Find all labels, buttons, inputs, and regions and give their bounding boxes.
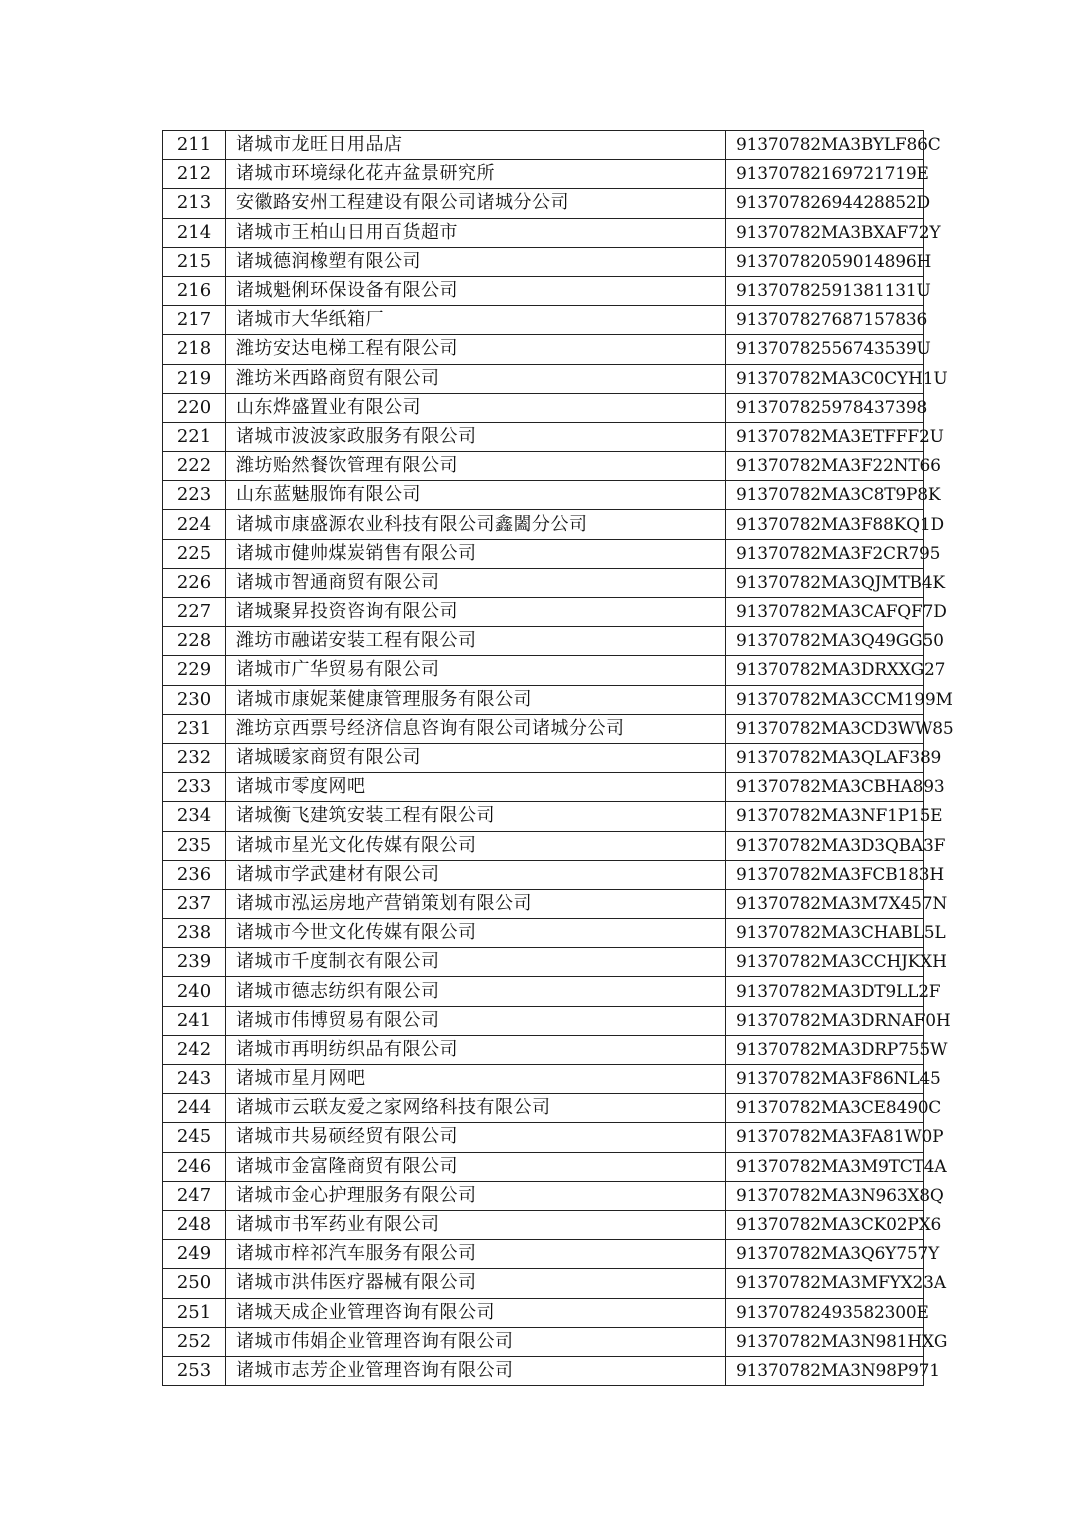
table-row — [163, 1035, 924, 1064]
table-row — [163, 1123, 924, 1152]
row-number-cell: 241 — [163, 1006, 226, 1035]
credit-code-cell: 91370782694428852D — [726, 189, 924, 218]
row-number-cell: 211 — [163, 131, 226, 160]
credit-code-cell: 91370782556743539U — [726, 335, 924, 364]
credit-code-cell: 91370782059014896H — [726, 247, 924, 276]
row-number-cell: 236 — [163, 860, 226, 889]
credit-code-cell: 91370782MA3MFYX23A — [726, 1269, 924, 1298]
company-name-cell: 诸城聚昇投资咨询有限公司 — [226, 598, 726, 627]
company-name-cell: 诸城市星光文化传媒有限公司 — [226, 831, 726, 860]
table-row — [163, 160, 924, 189]
table-row — [163, 1065, 924, 1094]
table-row — [163, 131, 924, 160]
credit-code-cell: 91370782MA3C0CYH1U — [726, 364, 924, 393]
table-row — [163, 393, 924, 422]
table-row — [163, 1094, 924, 1123]
table-row — [163, 656, 924, 685]
table-row — [163, 539, 924, 568]
company-name-cell: 诸城德润橡塑有限公司 — [226, 247, 726, 276]
table-row — [163, 685, 924, 714]
table-row — [163, 743, 924, 772]
table-row — [163, 276, 924, 305]
company-name-cell: 诸城衡飞建筑安装工程有限公司 — [226, 802, 726, 831]
company-name-cell: 潍坊安达电梯工程有限公司 — [226, 335, 726, 364]
credit-code-cell: 91370782MA3F88KQ1D — [726, 510, 924, 539]
table-row — [163, 1152, 924, 1181]
row-number-cell: 253 — [163, 1356, 226, 1385]
company-name-cell: 诸城市王柏山日用百货超市 — [226, 218, 726, 247]
row-number-cell: 223 — [163, 481, 226, 510]
row-number-cell: 219 — [163, 364, 226, 393]
table-row — [163, 889, 924, 918]
company-table-body — [163, 131, 954, 1386]
company-name-cell: 诸城市梓祁汽车服务有限公司 — [226, 1240, 726, 1269]
company-name-cell: 诸城市志芳企业管理咨询有限公司 — [226, 1356, 726, 1385]
company-name-cell: 山东蓝魅服饰有限公司 — [226, 481, 726, 510]
credit-code-cell: 91370782MA3CBHA893 — [726, 773, 924, 802]
company-name-cell: 山东烨盛置业有限公司 — [226, 393, 726, 422]
row-number-cell: 246 — [163, 1152, 226, 1181]
credit-code-cell: 91370782MA3N98P971 — [726, 1356, 924, 1385]
row-number-cell: 249 — [163, 1240, 226, 1269]
table-row — [163, 1006, 924, 1035]
credit-code-cell: 91370782MA3DRXXG27 — [726, 656, 924, 685]
credit-code-cell: 91370782MA3F22NT66 — [726, 452, 924, 481]
row-number-cell: 231 — [163, 714, 226, 743]
credit-code-cell: 91370782MA3CAFQF7D — [726, 598, 924, 627]
table-row — [163, 189, 924, 218]
company-name-cell: 诸城市大华纸箱厂 — [226, 306, 726, 335]
company-name-cell: 潍坊京西票号经济信息咨询有限公司诸城分公司 — [226, 714, 726, 743]
company-name-cell: 诸城市书军药业有限公司 — [226, 1210, 726, 1239]
credit-code-cell: 91370782MA3DT9LL2F — [726, 977, 924, 1006]
company-name-cell: 安徽路安州工程建设有限公司诸城分公司 — [226, 189, 726, 218]
credit-code-cell: 91370782MA3D3QBA3F — [726, 831, 924, 860]
credit-code-cell: 91370782MA3BXAF72Y — [726, 218, 924, 247]
table-row — [163, 627, 924, 656]
credit-code-cell: 91370782MA3F86NL45 — [726, 1065, 924, 1094]
row-number-cell: 248 — [163, 1210, 226, 1239]
company-name-cell: 诸城市智通商贸有限公司 — [226, 568, 726, 597]
row-number-cell: 234 — [163, 802, 226, 831]
table-row — [163, 1181, 924, 1210]
company-name-cell: 诸城市德志纺织有限公司 — [226, 977, 726, 1006]
row-number-cell: 242 — [163, 1035, 226, 1064]
table-row — [163, 1240, 924, 1269]
row-number-cell: 212 — [163, 160, 226, 189]
table-row — [163, 948, 924, 977]
credit-code-cell: 91370782MA3N981HXG — [726, 1327, 924, 1356]
credit-code-cell: 91370782MA3CK02PX6 — [726, 1210, 924, 1239]
company-name-cell: 诸城市龙旺日用品店 — [226, 131, 726, 160]
row-number-cell: 224 — [163, 510, 226, 539]
table-row — [163, 1210, 924, 1239]
company-name-cell: 诸城市共易硕经贸有限公司 — [226, 1123, 726, 1152]
company-name-cell: 潍坊市融诺安装工程有限公司 — [226, 627, 726, 656]
table-row — [163, 860, 924, 889]
credit-code-cell: 91370782493582300E — [726, 1298, 924, 1327]
company-name-cell: 诸城市云联友爱之家网络科技有限公司 — [226, 1094, 726, 1123]
table-row — [163, 1298, 924, 1327]
credit-code-cell: 91370782MA3NF1P15E — [726, 802, 924, 831]
table-row — [163, 977, 924, 1006]
row-number-cell: 221 — [163, 422, 226, 451]
company-name-cell: 诸城市金心护理服务有限公司 — [226, 1181, 726, 1210]
table-row — [163, 773, 924, 802]
row-number-cell: 244 — [163, 1094, 226, 1123]
row-number-cell: 227 — [163, 598, 226, 627]
table-row — [163, 422, 924, 451]
credit-code-cell: 913707825978437398 — [726, 393, 924, 422]
credit-code-cell: 91370782MA3ETFFF2U — [726, 422, 924, 451]
company-name-cell: 潍坊米西路商贸有限公司 — [226, 364, 726, 393]
credit-code-cell: 91370782MA3Q6Y757Y — [726, 1240, 924, 1269]
row-number-cell: 247 — [163, 1181, 226, 1210]
row-number-cell: 251 — [163, 1298, 226, 1327]
table-row — [163, 335, 924, 364]
table-row — [163, 802, 924, 831]
credit-code-cell: 91370782MA3CCHJKXH — [726, 948, 924, 977]
company-name-cell: 诸城市广华贸易有限公司 — [226, 656, 726, 685]
table-row — [163, 218, 924, 247]
credit-code-cell: 91370782MA3C8T9P8K — [726, 481, 924, 510]
credit-code-cell: 91370782MA3QLAF389 — [726, 743, 924, 772]
credit-code-cell: 91370782MA3M7X457N — [726, 889, 924, 918]
company-name-cell: 诸城市波波家政服务有限公司 — [226, 422, 726, 451]
row-number-cell: 243 — [163, 1065, 226, 1094]
row-number-cell: 245 — [163, 1123, 226, 1152]
company-name-cell: 诸城市金富隆商贸有限公司 — [226, 1152, 726, 1181]
company-name-cell: 诸城市伟娟企业管理咨询有限公司 — [226, 1327, 726, 1356]
row-number-cell: 237 — [163, 889, 226, 918]
row-number-cell: 217 — [163, 306, 226, 335]
company-table — [162, 130, 954, 1386]
company-name-cell: 诸城天成企业管理咨询有限公司 — [226, 1298, 726, 1327]
credit-code-cell: 91370782MA3DRNAF0H — [726, 1006, 924, 1035]
table-row — [163, 598, 924, 627]
row-number-cell: 239 — [163, 948, 226, 977]
row-number-cell: 230 — [163, 685, 226, 714]
row-number-cell: 213 — [163, 189, 226, 218]
company-name-cell: 诸城市再明纺织品有限公司 — [226, 1035, 726, 1064]
table-row — [163, 364, 924, 393]
company-name-cell: 诸城暖家商贸有限公司 — [226, 743, 726, 772]
company-name-cell: 诸城市环境绿化花卉盆景研究所 — [226, 160, 726, 189]
credit-code-cell: 91370782MA3BYLF86C — [726, 131, 924, 160]
row-number-cell: 229 — [163, 656, 226, 685]
credit-code-cell: 91370782MA3FCB183H — [726, 860, 924, 889]
row-number-cell: 220 — [163, 393, 226, 422]
row-number-cell: 232 — [163, 743, 226, 772]
row-number-cell: 238 — [163, 919, 226, 948]
credit-code-cell: 91370782MA3M9TCT4A — [726, 1152, 924, 1181]
company-name-cell: 诸城市伟博贸易有限公司 — [226, 1006, 726, 1035]
table-row — [163, 452, 924, 481]
credit-code-cell: 91370782MA3Q49GG50 — [726, 627, 924, 656]
company-name-cell: 诸城市今世文化传媒有限公司 — [226, 919, 726, 948]
credit-code-cell: 91370782MA3QJMTB4K — [726, 568, 924, 597]
company-name-cell: 诸城市洪伟医疗器械有限公司 — [226, 1269, 726, 1298]
credit-code-cell: 91370782MA3CCM199M — [726, 685, 924, 714]
table-row — [163, 714, 924, 743]
row-number-cell: 233 — [163, 773, 226, 802]
credit-code-cell: 91370782MA3CE8490C — [726, 1094, 924, 1123]
row-number-cell: 222 — [163, 452, 226, 481]
table-row — [163, 1269, 924, 1298]
company-name-cell: 诸城魁俐环保设备有限公司 — [226, 276, 726, 305]
row-number-cell: 214 — [163, 218, 226, 247]
row-number-cell: 250 — [163, 1269, 226, 1298]
row-number-cell: 215 — [163, 247, 226, 276]
company-name-cell: 诸城市泓运房地产营销策划有限公司 — [226, 889, 726, 918]
row-number-cell: 216 — [163, 276, 226, 305]
table-row — [163, 919, 924, 948]
company-name-cell: 诸城市健帅煤炭销售有限公司 — [226, 539, 726, 568]
credit-code-cell: 91370782MA3CD3WW85 — [726, 714, 924, 743]
company-name-cell: 诸城市学武建材有限公司 — [226, 860, 726, 889]
company-name-cell: 潍坊贻然餐饮管理有限公司 — [226, 452, 726, 481]
credit-code-cell: 91370782MA3CHABL5L — [726, 919, 924, 948]
table-row — [163, 481, 924, 510]
company-name-cell: 诸城市零度网吧 — [226, 773, 726, 802]
row-number-cell: 218 — [163, 335, 226, 364]
credit-code-cell: 913707827687157836 — [726, 306, 924, 335]
table-row — [163, 306, 924, 335]
row-number-cell: 235 — [163, 831, 226, 860]
table-row — [163, 1356, 924, 1385]
row-number-cell: 252 — [163, 1327, 226, 1356]
row-number-cell: 240 — [163, 977, 226, 1006]
credit-code-cell: 91370782MA3FA81W0P — [726, 1123, 924, 1152]
credit-code-cell: 91370782591381131U — [726, 276, 924, 305]
table-row — [163, 510, 924, 539]
company-name-cell: 诸城市千度制衣有限公司 — [226, 948, 726, 977]
credit-code-cell: 91370782MA3N963X8Q — [726, 1181, 924, 1210]
table-row — [163, 568, 924, 597]
company-name-cell: 诸城市星月网吧 — [226, 1065, 726, 1094]
credit-code-cell: 91370782169721719E — [726, 160, 924, 189]
table-row — [163, 247, 924, 276]
row-number-cell: 226 — [163, 568, 226, 597]
row-number-cell: 225 — [163, 539, 226, 568]
company-name-cell: 诸城市康盛源农业科技有限公司鑫闔分公司 — [226, 510, 726, 539]
credit-code-cell: 91370782MA3DRP755W — [726, 1035, 924, 1064]
table-row — [163, 831, 924, 860]
credit-code-cell: 91370782MA3F2CR795 — [726, 539, 924, 568]
company-name-cell: 诸城市康妮莱健康管理服务有限公司 — [226, 685, 726, 714]
row-number-cell: 228 — [163, 627, 226, 656]
table-row — [163, 1327, 924, 1356]
